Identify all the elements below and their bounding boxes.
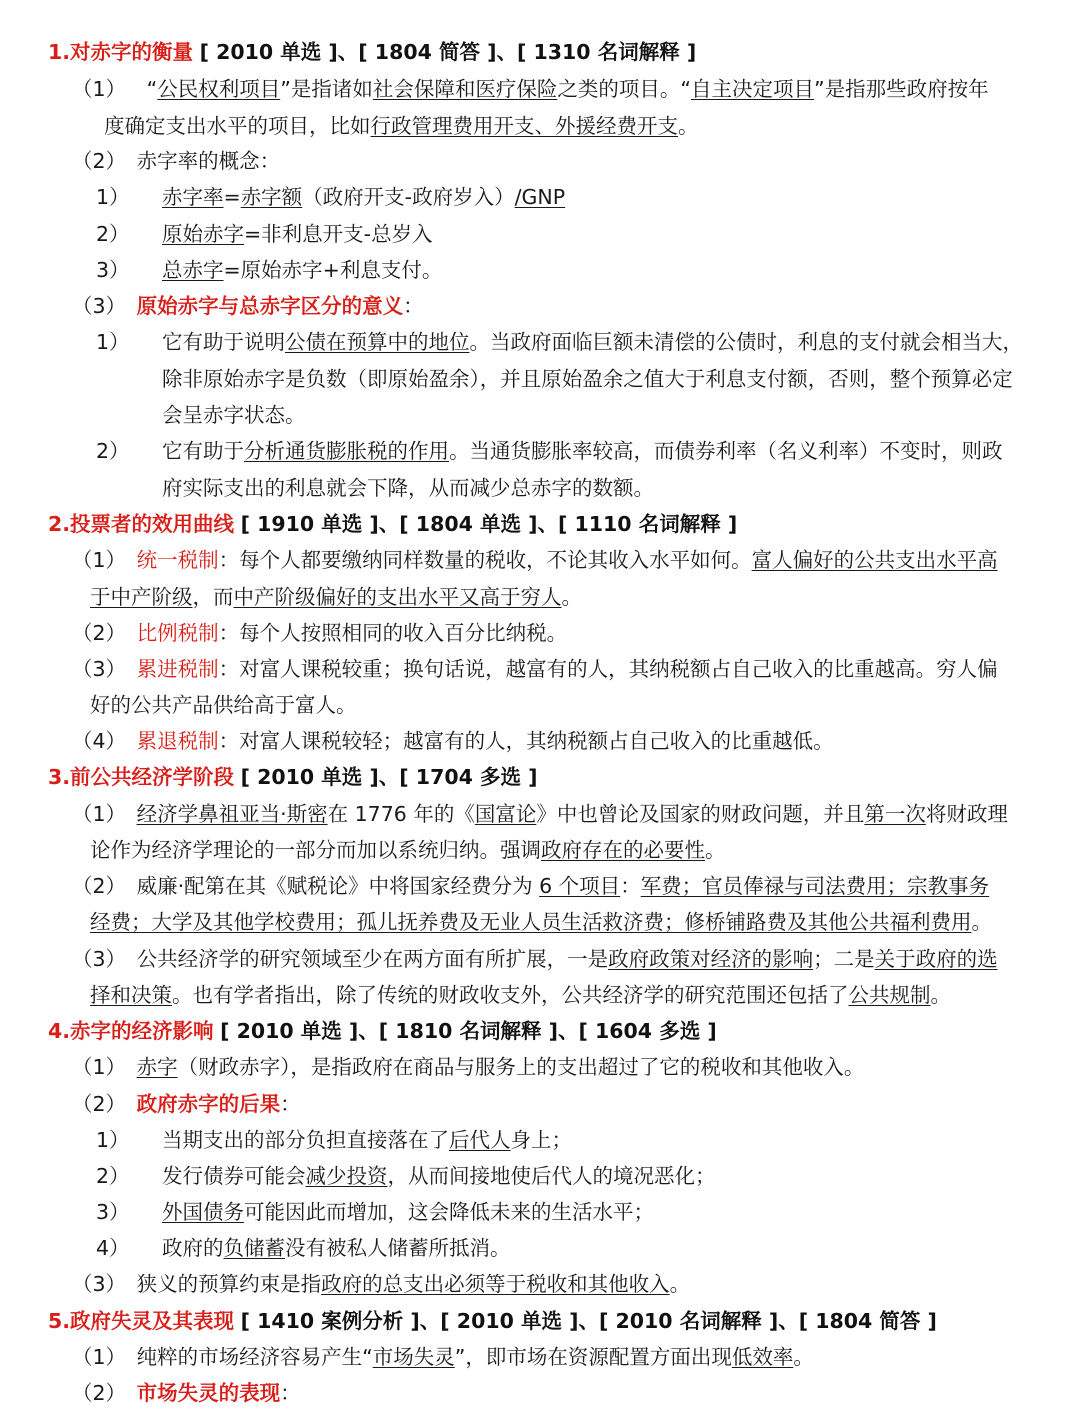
item-number: （1） bbox=[72, 1345, 127, 1369]
text: 身上； bbox=[510, 1128, 572, 1152]
text: ”是指那些政府按年 bbox=[813, 77, 989, 101]
section-title: 2.投票者的效用曲线 bbox=[48, 512, 235, 536]
underlined-term: 自主决定项目 bbox=[690, 77, 814, 101]
exam-tags: [ 2010 单选 ]、[ 1804 简答 ]、[ 1310 名词解释 ] bbox=[199, 40, 697, 64]
text: 发行债券可能会 bbox=[162, 1164, 306, 1188]
paragraph-continuation bbox=[90, 840, 726, 861]
text: 当期支出的部分负担直接落在了 bbox=[162, 1128, 449, 1152]
paragraph bbox=[72, 1347, 814, 1368]
section-heading bbox=[48, 514, 737, 535]
item-number: （3） bbox=[72, 947, 127, 971]
paragraph bbox=[72, 1094, 301, 1115]
paragraph-continuation bbox=[90, 587, 582, 608]
paragraph bbox=[72, 1383, 301, 1404]
item-number: （2） bbox=[72, 1381, 127, 1405]
underlined-term: 后代人 bbox=[449, 1128, 511, 1152]
underlined-term: 低效率 bbox=[731, 1345, 794, 1369]
paragraph-continuation bbox=[90, 695, 357, 716]
item-number: 3） bbox=[96, 258, 130, 282]
underlined-term: 赤字 bbox=[136, 1055, 178, 1079]
paragraph-continuation bbox=[90, 985, 951, 1006]
underlined-term: 公民权利项目 bbox=[157, 77, 281, 101]
text: “ bbox=[146, 77, 158, 101]
text: =原始赤字+利息支付。 bbox=[223, 258, 443, 282]
underlined-term: 富人偏好的公共支出水平高 bbox=[751, 548, 998, 572]
text: ： bbox=[403, 294, 424, 318]
underlined-term: 政府的总支出必须等于税收和其他收入 bbox=[321, 1272, 670, 1296]
text: 。 bbox=[971, 910, 992, 934]
underlined-term: 行政管理费用开支、外援经费开支 bbox=[370, 114, 678, 138]
underlined-term: 原始赤字 bbox=[162, 222, 244, 246]
paragraph bbox=[72, 1057, 864, 1078]
text: 没有被私人储蓄所抵消。 bbox=[285, 1236, 511, 1260]
item-number: 3） bbox=[96, 1200, 130, 1224]
text: 度确定支出水平的项目，比如 bbox=[104, 114, 371, 138]
text: 政府的 bbox=[162, 1236, 224, 1260]
text: =非利息开支-总岁入 bbox=[244, 222, 433, 246]
paragraph bbox=[72, 659, 998, 680]
text: 赤字率的概念： bbox=[136, 149, 281, 173]
text: 。 bbox=[678, 114, 699, 138]
text: 》中也曾论及国家的财政问题，并且 bbox=[536, 802, 865, 826]
text: ”是指诸如 bbox=[280, 77, 373, 101]
sub-item bbox=[96, 224, 433, 245]
underlined-term: 中产阶级偏好的支出水平又高于穷人 bbox=[233, 585, 562, 609]
underlined-term: 公债在预算中的地位 bbox=[285, 330, 470, 354]
underlined-term: 经济学鼻祖亚当·斯密 bbox=[136, 802, 328, 826]
underlined-term: 国富论 bbox=[474, 802, 537, 826]
sub-item-continuation bbox=[162, 405, 306, 426]
underlined-term: 总赤字 bbox=[162, 258, 224, 282]
item-number: （1） bbox=[72, 548, 127, 572]
text: ： bbox=[620, 874, 641, 898]
text: ： bbox=[280, 1092, 301, 1116]
item-number: （3） bbox=[72, 294, 127, 318]
item-number: （1） bbox=[72, 77, 127, 101]
sub-item-continuation bbox=[162, 478, 654, 499]
text: ”，即市场在资源配置方面出现 bbox=[454, 1345, 732, 1369]
underlined-term: 负储蓄 bbox=[223, 1236, 285, 1260]
highlighted-term: 累退税制 bbox=[136, 729, 219, 753]
item-number: 2） bbox=[96, 439, 130, 463]
underlined-term: 第一次 bbox=[864, 802, 926, 826]
underlined-term: 于中产阶级 bbox=[90, 585, 193, 609]
paragraph-continuation bbox=[90, 912, 992, 933]
text: 。 bbox=[561, 585, 582, 609]
underlined-term: 政府存在的必要性 bbox=[541, 838, 705, 862]
sub-item bbox=[96, 332, 1023, 353]
text: 将财政理 bbox=[925, 802, 1008, 826]
highlighted-term: 比例税制 bbox=[136, 621, 219, 645]
section-title: 5.政府失灵及其表现 bbox=[48, 1309, 235, 1333]
item-number: 1） bbox=[96, 1128, 130, 1152]
sub-item bbox=[96, 1166, 716, 1187]
paragraph bbox=[72, 550, 998, 571]
paragraph bbox=[72, 876, 989, 897]
item-number: （1） bbox=[72, 1055, 127, 1079]
sub-item bbox=[96, 1130, 572, 1151]
exam-tags: [ 2010 单选 ]、[ 1704 多选 ] bbox=[240, 765, 538, 789]
item-number: 4） bbox=[96, 1236, 130, 1260]
section-heading bbox=[48, 1311, 937, 1332]
underlined-term: 分析通货膨胀税的作用 bbox=[244, 439, 449, 463]
underlined-term: 军费；官员俸禄与司法费用；宗教事务 bbox=[640, 874, 990, 898]
text: ： bbox=[280, 1381, 301, 1405]
sub-item bbox=[96, 1238, 511, 1259]
underlined-term: 赤字额 bbox=[240, 185, 303, 209]
text: ：每个人都要缴纳同样数量的税收，不论其收入水平如何。 bbox=[218, 548, 752, 572]
underlined-term: 减少投资 bbox=[305, 1164, 388, 1188]
paragraph bbox=[72, 949, 998, 970]
text: 。 bbox=[930, 983, 951, 1007]
text: ；二是 bbox=[813, 947, 875, 971]
text: ，而 bbox=[192, 585, 234, 609]
item-number: （3） bbox=[72, 657, 127, 681]
section-heading bbox=[48, 42, 696, 63]
paragraph bbox=[72, 79, 989, 100]
text: = bbox=[223, 185, 241, 209]
item-number: （2） bbox=[72, 149, 127, 173]
paragraph bbox=[72, 151, 280, 172]
item-number: （1） bbox=[72, 802, 127, 826]
exam-tags: [ 2010 单选 ]、[ 1810 名词解释 ]、[ 1604 多选 ] bbox=[220, 1019, 717, 1043]
paragraph bbox=[72, 804, 1008, 825]
text: 纯粹的市场经济容易产生“ bbox=[136, 1345, 373, 1369]
sub-item bbox=[96, 260, 442, 281]
text: 会呈赤字状态。 bbox=[162, 403, 306, 427]
item-number: 2） bbox=[96, 1164, 130, 1188]
paragraph bbox=[72, 623, 567, 644]
text: （财政赤字），是指政府在商品与服务上的支出超过了它的税收和其他收入。 bbox=[177, 1055, 865, 1079]
section-heading bbox=[48, 767, 538, 788]
item-number: （3） bbox=[72, 1272, 127, 1296]
highlighted-term: 市场失灵的表现 bbox=[136, 1381, 281, 1405]
paragraph-continuation bbox=[104, 116, 699, 137]
highlighted-term: 累进税制 bbox=[136, 657, 219, 681]
underlined-term: 经费；大学及其他学校费用；孤儿抚养费及无业人员生活救济费；修桥铺路费及其他公共福利费用 bbox=[90, 910, 972, 934]
text: 。当政府面临巨额未清偿的公债时，利息的支付就会相当大， bbox=[469, 330, 1023, 354]
text: 好的公共产品供给高于富人。 bbox=[90, 693, 357, 717]
exam-tags: [ 1410 案例分析 ]、[ 2010 单选 ]、[ 2010 名词解释 ]、[ 1804 简答 ] bbox=[240, 1309, 937, 1333]
exam-tags: [ 1910 单选 ]、[ 1804 单选 ]、[ 1110 名词解释 ] bbox=[240, 512, 738, 536]
text: 论作为经济学理论的一部分而加以系统归纳。强调 bbox=[90, 838, 541, 862]
underlined-term: 公共规制 bbox=[848, 983, 931, 1007]
section-title: 3.前公共经济学阶段 bbox=[48, 765, 235, 789]
underlined-term: 6 个项目 bbox=[539, 874, 621, 898]
text: 。 bbox=[705, 838, 726, 862]
sub-item bbox=[96, 441, 1003, 462]
text: ：每个人按照相同的收入百分比纳税。 bbox=[218, 621, 568, 645]
underlined-term: 社会保障和医疗保险 bbox=[372, 77, 558, 101]
highlighted-term: 政府赤字的后果 bbox=[136, 1092, 281, 1116]
underlined-term: 关于政府的选 bbox=[874, 947, 998, 971]
item-number: 1） bbox=[96, 330, 130, 354]
item-number: （4） bbox=[72, 729, 127, 753]
underlined-term: /GNP bbox=[514, 185, 566, 209]
text: ：对富人课税较重；换句话说，越富有的人，其纳税额占自己收入的比重越高。穷人偏 bbox=[218, 657, 998, 681]
underlined-term: 政府政策对经济的影响 bbox=[608, 947, 814, 971]
highlighted-term: 统一税制 bbox=[136, 548, 219, 572]
item-number: （2） bbox=[72, 874, 127, 898]
sub-item bbox=[96, 187, 565, 208]
text: （政府开支-政府岁入） bbox=[302, 185, 515, 209]
item-number: 2） bbox=[96, 222, 130, 246]
text: 它有助于说明 bbox=[162, 330, 285, 354]
sub-item bbox=[96, 1202, 654, 1223]
text: 之类的项目。“ bbox=[557, 77, 691, 101]
text: 府实际支出的利息就会下降，从而减少总赤字的数额。 bbox=[162, 476, 654, 500]
text: 除非原始赤字是负数（即原始盈余），并且原始盈余之值大于利息支付额，否则，整个预算必定 bbox=[162, 367, 1013, 391]
item-number: （2） bbox=[72, 1092, 127, 1116]
section-title: 1.对赤字的衡量 bbox=[48, 40, 194, 64]
underlined-term: 外国债务 bbox=[162, 1200, 244, 1224]
underlined-term: 择和决策 bbox=[90, 983, 172, 1007]
underlined-term: 赤字率 bbox=[162, 185, 224, 209]
text: 。当通货膨胀率较高，而债券利率（名义利率）不变时，则政 bbox=[449, 439, 1003, 463]
section-heading bbox=[48, 1021, 717, 1042]
sub-item-continuation bbox=[162, 369, 1013, 390]
item-number: （2） bbox=[72, 621, 127, 645]
underlined-term: 市场失灵 bbox=[372, 1345, 455, 1369]
text: ：对富人课税较轻；越富有的人，其纳税额占自己收入的比重越低。 bbox=[218, 729, 834, 753]
text: 。也有学者指出，除了传统的财政收支外，公共经济学的研究范围还包括了 bbox=[172, 983, 849, 1007]
paragraph bbox=[72, 731, 834, 752]
text: 公共经济学的研究领域至少在两方面有所扩展，一是 bbox=[136, 947, 609, 971]
section-title: 4.赤字的经济影响 bbox=[48, 1019, 214, 1043]
text: 狭义的预算约束是指 bbox=[136, 1272, 322, 1296]
text: 。 bbox=[669, 1272, 691, 1296]
paragraph bbox=[72, 296, 424, 317]
text: 威廉·配第在其《赋税论》中将国家经费分为 bbox=[136, 874, 540, 898]
highlighted-term: 原始赤字与总赤字区分的意义 bbox=[136, 294, 404, 318]
item-number: 1） bbox=[96, 185, 130, 209]
text: 。 bbox=[793, 1345, 814, 1369]
paragraph bbox=[72, 1274, 690, 1295]
text: 可能因此而增加，这会降低未来的生活水平； bbox=[244, 1200, 654, 1224]
text: 它有助于 bbox=[162, 439, 244, 463]
text: 在 1776 年的《 bbox=[327, 802, 475, 826]
text: ，从而间接地使后代人的境况恶化； bbox=[387, 1164, 716, 1188]
